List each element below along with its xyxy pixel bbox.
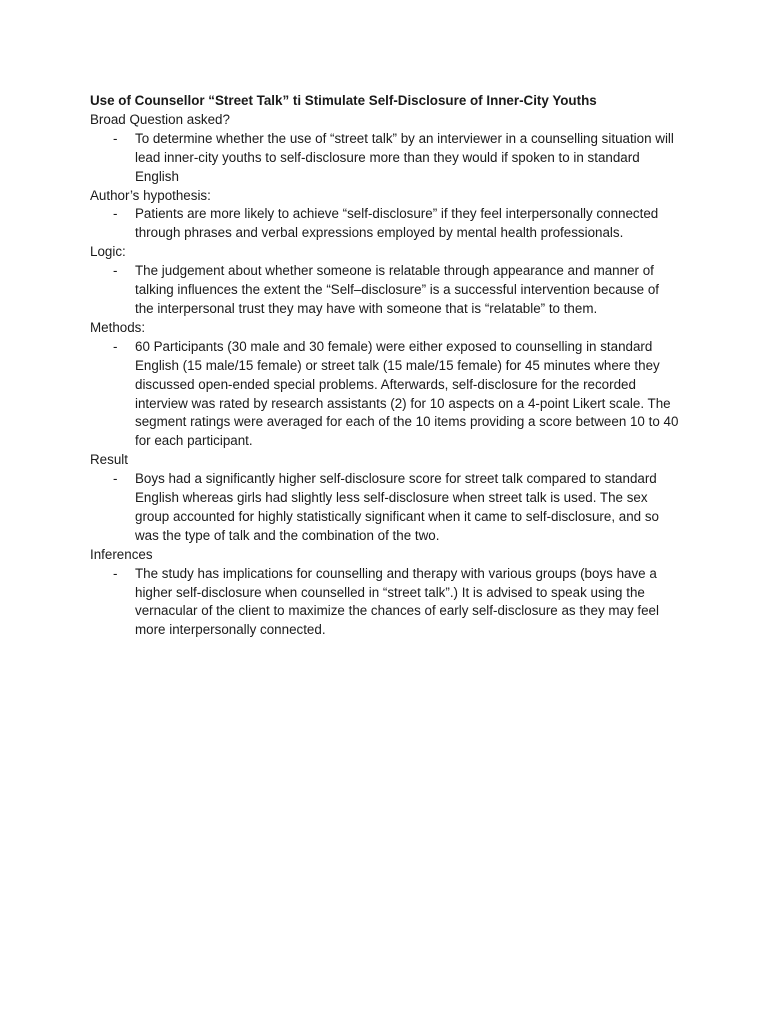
bullet-item — [90, 130, 690, 187]
section-heading: Logic: — [90, 244, 126, 260]
bullet-text: Boys had a significantly higher self-disclosure score for street talk compared to standard English whereas girls had slightly less self-disclosure when street talk is used. The sex group accounted for highly statistically significant when it came to self-disclosure, and so was the type of talk and the combination of the two. — [135, 471, 659, 543]
document-page — [90, 92, 690, 640]
bullet-item — [90, 205, 690, 243]
bullet-text: The study has implications for counselling and therapy with various groups (boys have a higher self-disclosure when counselled in “street talk”.) It is advised to speak using the vernacular of the client to maximize the chances of early self-disclosure as they may feel more interpersonally connected. — [135, 565, 659, 638]
section-heading: Inferences — [90, 546, 153, 562]
bullet-item — [90, 470, 690, 546]
section-inferences — [90, 546, 690, 641]
bullet-text: The judgement about whether someone is relatable through appearance and manner of talking influences the extent the “Self–disclosure” is a successful intervention because of the interpersonal trust they may have with someone that is “relatable” to them. — [135, 263, 660, 316]
section-broad-question — [90, 111, 690, 187]
bullet-dash: - — [113, 263, 118, 279]
bullet-item — [90, 565, 690, 641]
bullet-dash: - — [113, 471, 118, 487]
bullet-text: Patients are more likely to achieve “self-disclosure” if they feel interpersonally connected through phrases and verbal expressions employed by mental health professionals. — [135, 206, 659, 241]
bullet-dash: - — [113, 206, 118, 222]
bullet-dash: - — [113, 130, 118, 146]
section-result — [90, 451, 690, 546]
bullet-item — [90, 338, 690, 451]
section-heading: Author’s hypothesis: — [90, 187, 211, 203]
section-methods — [90, 319, 690, 451]
section-heading: Methods: — [90, 319, 146, 335]
section-heading: Result — [90, 452, 128, 468]
bullet-dash: - — [113, 338, 118, 354]
bullet-text: To determine whether the use of “street talk” by an interviewer in a counselling situation will lead inner-city youths to self-disclosure more than they would if spoken to in standard English — [135, 130, 674, 184]
document-title: Use of Counsellor “Street Talk” ti Stimulate Self-Disclosure of Inner-City Youths — [90, 93, 597, 108]
section-logic — [90, 243, 690, 319]
section-heading: Broad Question asked? — [90, 111, 230, 127]
bullet-dash: - — [113, 565, 118, 581]
bullet-text: 60 Participants (30 male and 30 female) were either exposed to counselling in standard English (15 male/15 female) or street talk (15 male/15 female) for 45 minutes where they discussed open-ended special problems. Afterwards, self-disclosure for the recorded interview was rated by research assistants (2) for 10 aspects on a 4-point Likert scale. The segment ratings were averaged for each of the 10 items providing a score between 10 to 40 for each participant. — [135, 338, 679, 449]
bullet-item — [90, 262, 690, 319]
section-hypothesis — [90, 187, 690, 244]
